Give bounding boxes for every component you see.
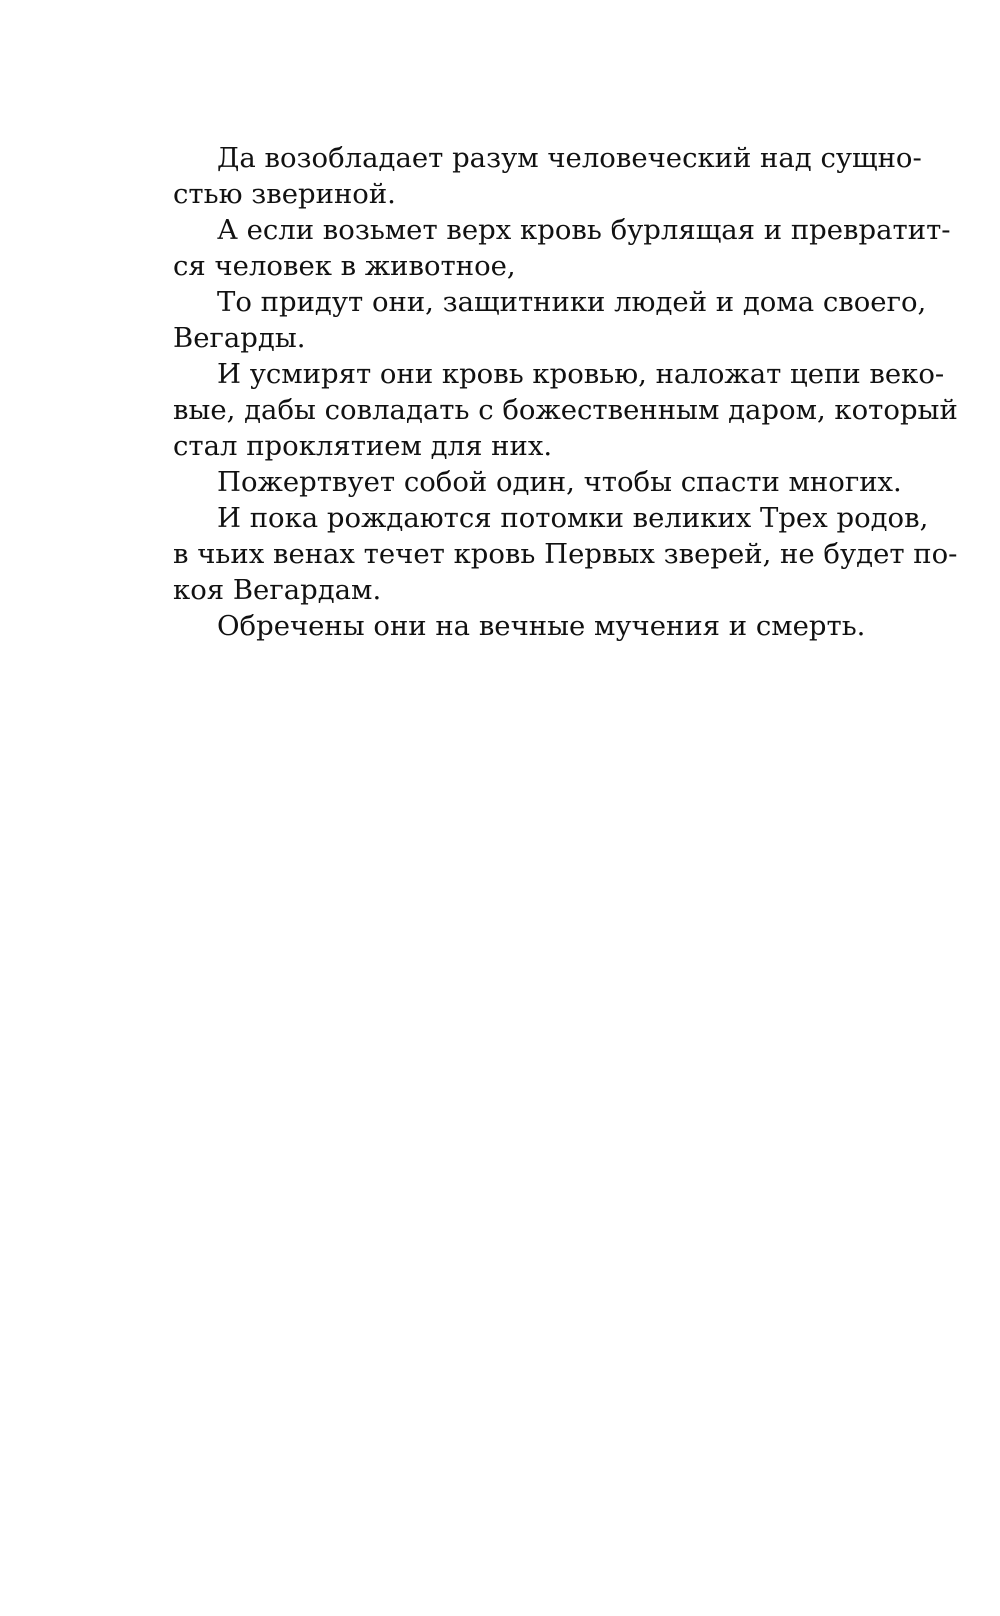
paragraph xyxy=(173,356,958,464)
text-line: А если возьмет верх кровь бурлящая и превратит- xyxy=(217,214,951,246)
text-line: коя Вегардам. xyxy=(173,574,382,606)
text-line: То придут они, защитники людей и дома своего, xyxy=(217,286,927,318)
paragraph xyxy=(173,284,927,356)
paragraph xyxy=(173,464,902,500)
text-line: вые, дабы совладать с божественным даром, который xyxy=(173,394,958,426)
text-line: Обречены они на вечные мучения и смерть. xyxy=(217,610,866,642)
text-line: И усмирят они кровь кровью, наложат цепи веко- xyxy=(217,358,945,390)
text-line: стал проклятием для них. xyxy=(173,430,553,462)
paragraph xyxy=(173,212,951,284)
text-line: Пожертвует собой один, чтобы спасти многих. xyxy=(217,466,902,498)
text-line: ся человек в животное, xyxy=(173,250,516,282)
text-line: Вегарды. xyxy=(173,322,306,354)
paragraph xyxy=(173,140,922,212)
text-line: Да возобладает разум человеческий над сущно- xyxy=(217,142,922,174)
text-line: стью звериной. xyxy=(173,178,396,210)
text-line: И пока рождаются потомки великих Трех родов, xyxy=(217,502,929,534)
paragraph xyxy=(173,608,888,644)
body-text xyxy=(173,140,958,644)
text-line: в чьих венах течет кровь Первых зверей, не будет по- xyxy=(173,538,958,570)
paragraph xyxy=(173,500,958,608)
